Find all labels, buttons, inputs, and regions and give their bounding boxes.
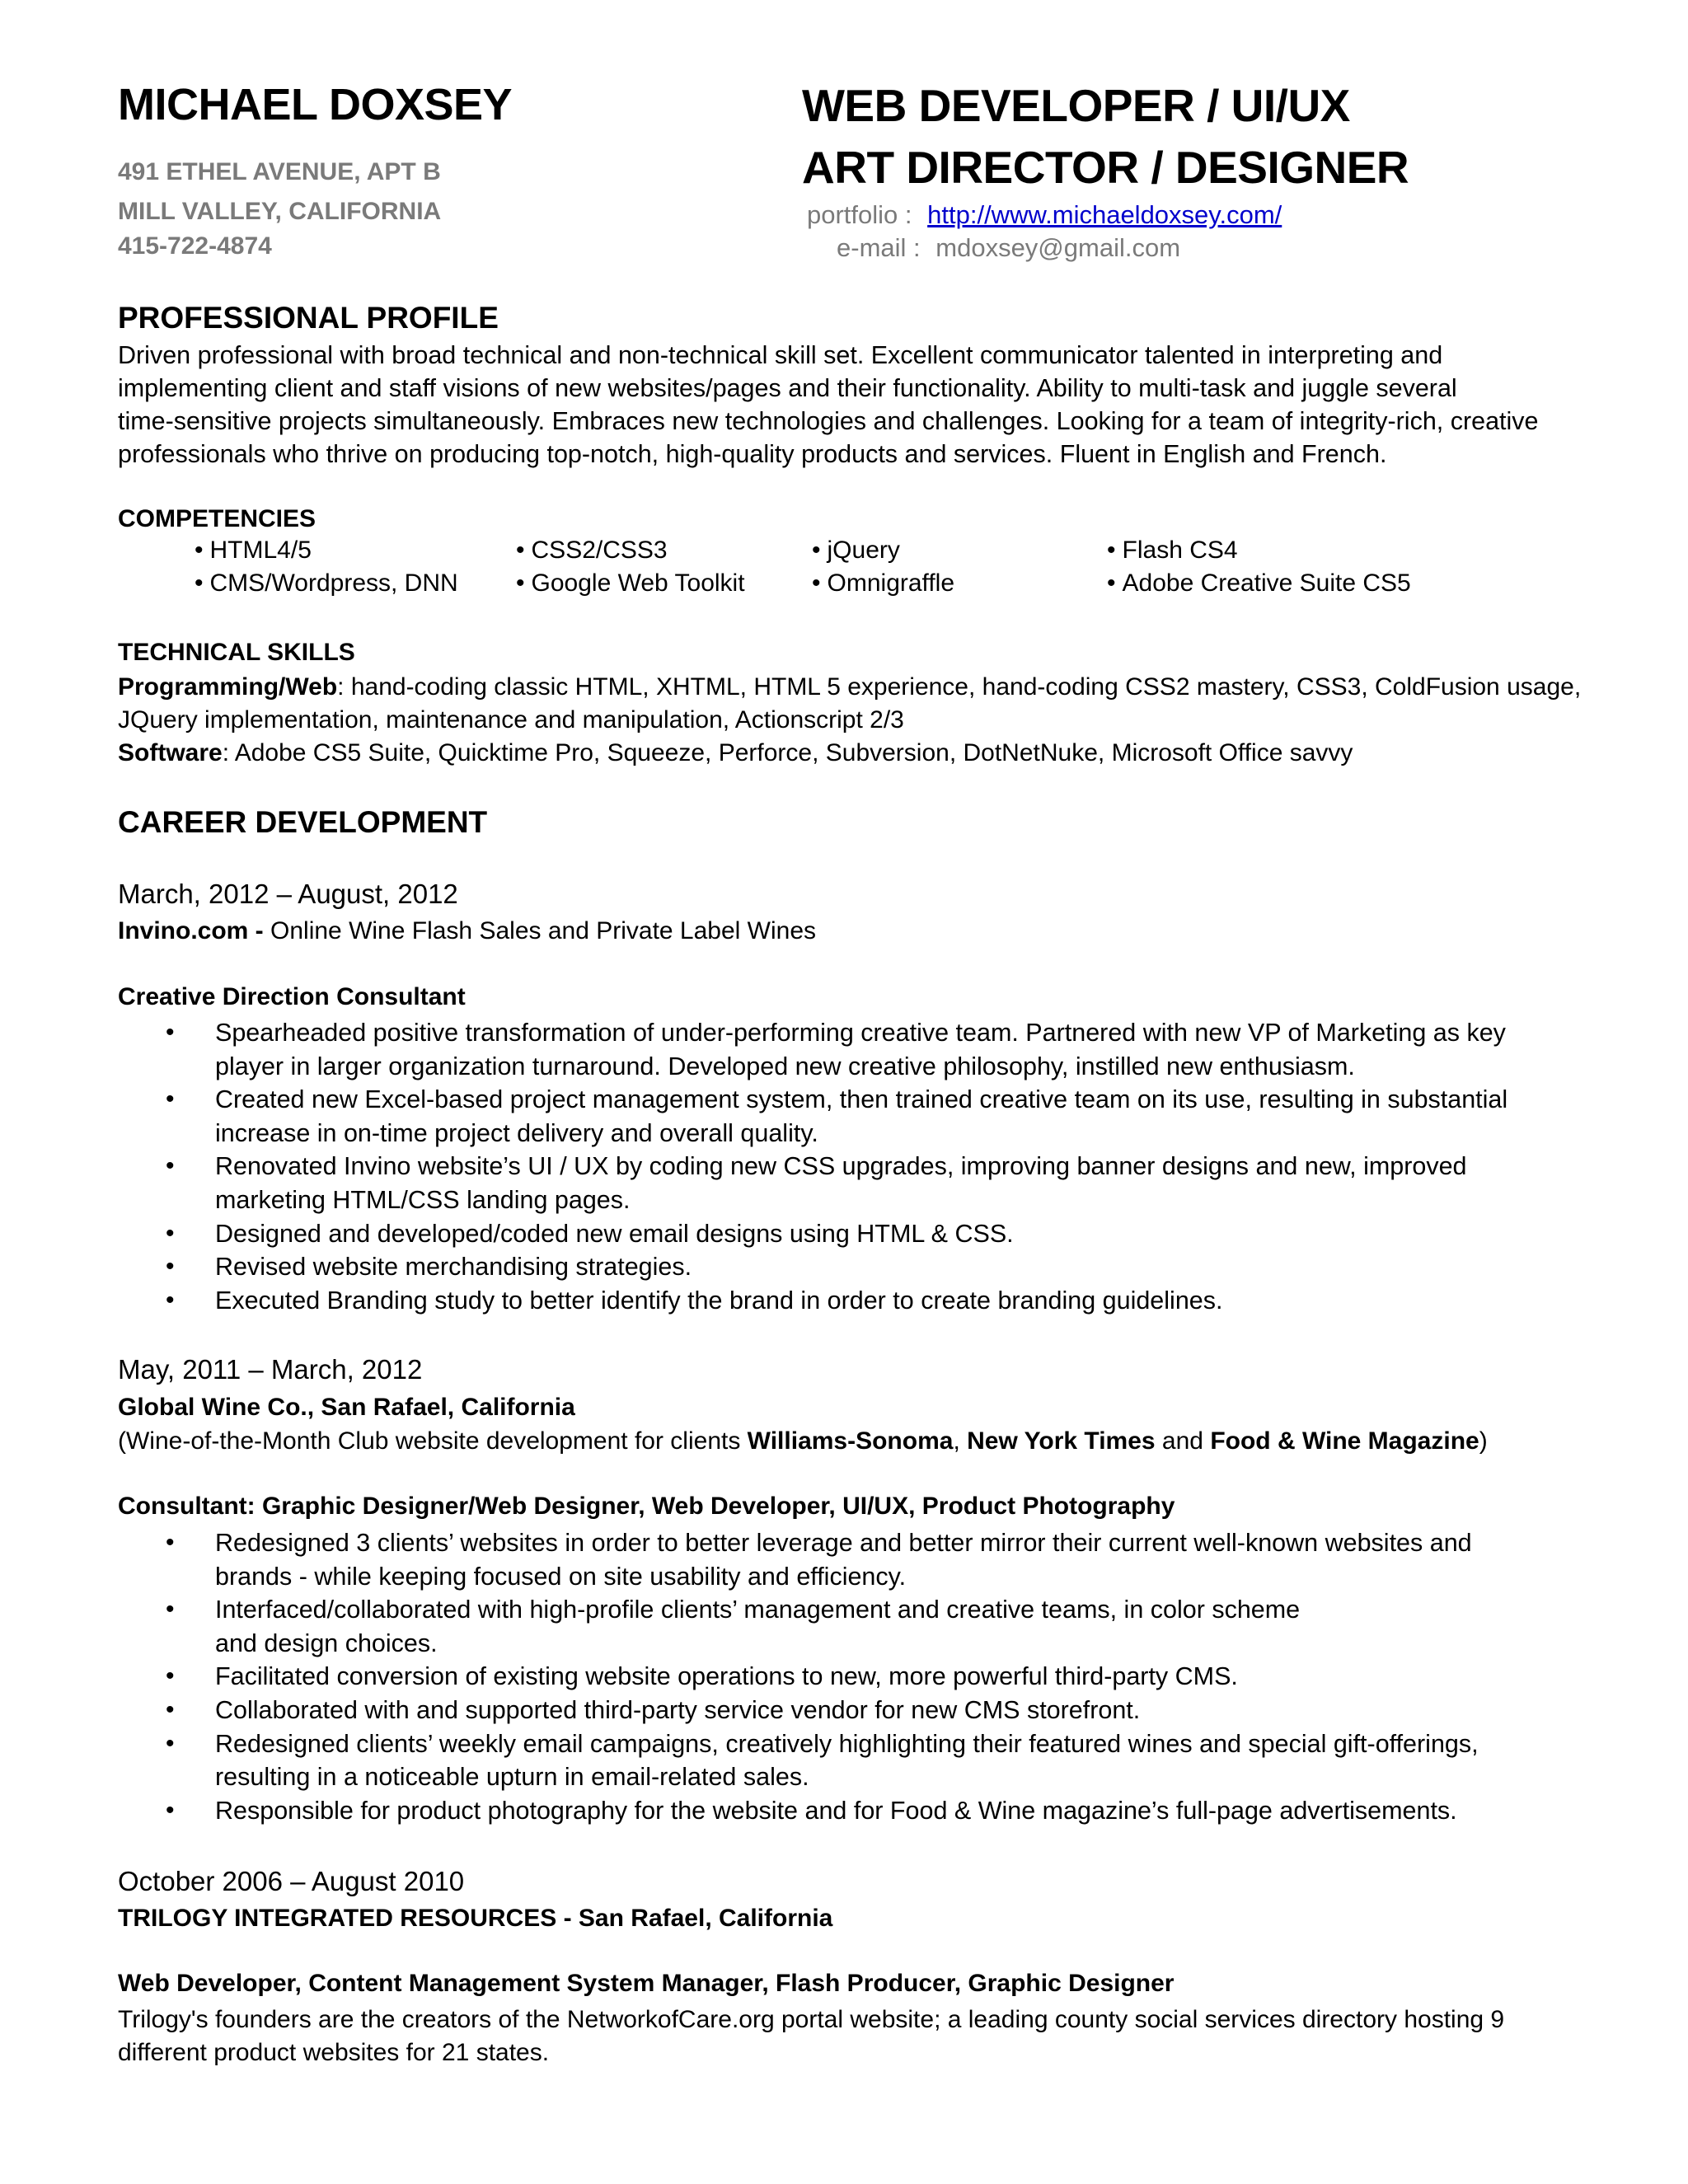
job1-bullet-list — [118, 1016, 1601, 1317]
list-item: • Collaborated with and supported third-party service vendor for new CMS storefront. — [166, 1695, 1141, 1724]
job2-dates: May, 2011 – March, 2012 — [118, 1354, 423, 1385]
list-item: • Spearheaded positive transformation of under-performing creative team. Partnered with new VP of Marketing as key player in larger organization turnaround. Developed new creative philosophy, instilled new enthusiasm. — [166, 1019, 1506, 1080]
portfolio-row — [807, 200, 1282, 230]
job1-dates: March, 2012 – August, 2012 — [118, 879, 458, 909]
list-item: • Renovated Invino website’s UI / UX by coding new CSS upgrades, improving banner designs and new, improved marketing HTML/CSS landing pages. — [166, 1152, 1467, 1214]
candidate-name: MICHAEL DOXSEY — [118, 80, 513, 129]
job3-description-line-2: different product websites for 21 states. — [118, 2039, 550, 2066]
profile-line: time-sensitive projects simultaneously. Embraces new technologies and challenges. Looking for a team of integrity-rich, creative — [118, 407, 1539, 435]
programming-line-2: JQuery implementation, maintenance and manipulation, Actionscript 2/3 — [118, 706, 904, 733]
email-label: e-mail : — [837, 233, 921, 262]
job1-role: Creative Direction Consultant — [118, 983, 466, 1010]
job3-role: Web Developer, Content Management System Manager, Flash Producer, Graphic Designer — [118, 1970, 1175, 1997]
profile-line: Driven professional with broad technical and non-technical skill set. Excellent communicator talented in interpreting and — [118, 341, 1443, 369]
list-item: • Redesigned 3 clients’ websites in order to better leverage and better mirror their current well-known websites and brands - while keeping focused on site usability and efficiency. — [166, 1529, 1472, 1591]
profile-line: implementing client and staff visions of new websites/pages and their functionality. Ability to multi-task and juggle several — [118, 374, 1457, 402]
list-item: • Interfaced/collaborated with high-profile clients’ management and creative teams, in color scheme and design choices. — [166, 1596, 1301, 1657]
phone-number: 415-722-4874 — [118, 232, 272, 260]
job-title-line-2: ART DIRECTOR / DESIGNER — [802, 142, 1409, 193]
competency-item: • Omnigraffle — [812, 569, 955, 597]
list-item: • Created new Excel-based project management system, then trained creative team on its use, resulting in substantial increase in on-time project delivery and overall quality. — [166, 1085, 1508, 1147]
job2-company: Global Wine Co., San Rafael, California — [118, 1394, 575, 1421]
competency-item: • Google Web Toolkit — [516, 569, 745, 597]
career-heading: CAREER DEVELOPMENT — [118, 805, 488, 839]
job-title-line-1: WEB DEVELOPER / UI/UX — [802, 80, 1350, 131]
programming-label: Programming/Web — [118, 673, 338, 701]
email-row — [837, 233, 1180, 263]
job3-dates: October 2006 – August 2010 — [118, 1866, 465, 1896]
software-label: Software — [118, 739, 223, 766]
address-line-2: MILL VALLEY, CALIFORNIA — [118, 198, 442, 225]
list-item: • Facilitated conversion of existing website operations to new, more powerful third-party CMS. — [166, 1662, 1238, 1691]
list-item: • Executed Branding study to better identify the brand in order to create branding guidelines. — [166, 1286, 1223, 1315]
address-line-1: 491 ETHEL AVENUE, APT B — [118, 158, 441, 185]
competency-item: • Flash CS4 — [1107, 537, 1238, 564]
software-line: Software: Adobe CS5 Suite, Quicktime Pro, Squeeze, Perforce, Subversion, DotNetNuke, Microsoft Office savvy — [118, 739, 1353, 766]
competency-item: • Adobe Creative Suite CS5 — [1107, 569, 1411, 597]
competency-item: • CSS2/CSS3 — [516, 537, 668, 564]
job2-bullet-list — [118, 1526, 1601, 1827]
technical-skills-heading: TECHNICAL SKILLS — [118, 639, 355, 666]
list-item: • Designed and developed/coded new email designs using HTML & CSS. — [166, 1219, 1014, 1248]
list-item: • Responsible for product photography for the website and for Food & Wine magazine’s full-page advertisements. — [166, 1796, 1457, 1825]
competency-item: • CMS/Wordpress, DNN — [195, 569, 458, 597]
portfolio-link[interactable]: http://www.michaeldoxsey.com/ — [927, 200, 1282, 229]
programming-line-1: Programming/Web: hand-coding classic HTML, XHTML, HTML 5 experience, hand-coding CSS2 mastery, CSS3, ColdFusion usage, — [118, 673, 1582, 701]
competency-item: • HTML4/5 — [195, 537, 312, 564]
competencies-heading: COMPETENCIES — [118, 505, 316, 532]
job2-role: Consultant: Graphic Designer/Web Designer, Web Developer, UI/UX, Product Photography — [118, 1493, 1175, 1520]
job2-description: (Wine-of-the-Month Club website development for clients Williams-Sonoma, New York Times and Food & Wine Magazine) — [118, 1427, 1488, 1455]
job1-company: Invino.com - Online Wine Flash Sales and Private Label Wines — [118, 917, 817, 944]
list-item: • Revised website merchandising strategies. — [166, 1253, 692, 1282]
job3-description-line-1: Trilogy's founders are the creators of the NetworkofCare.org portal website; a leading county social services directory hosting 9 — [118, 2006, 1505, 2033]
job3-company: TRILOGY INTEGRATED RESOURCES - San Rafael, California — [118, 1905, 833, 1932]
competency-item: • jQuery — [812, 537, 900, 564]
email-address: mdoxsey@gmail.com — [935, 233, 1181, 262]
profile-text — [118, 339, 1585, 471]
portfolio-label: portfolio : — [807, 200, 912, 229]
profile-heading: PROFESSIONAL PROFILE — [118, 301, 499, 335]
profile-line: professionals who thrive on producing top-notch, high-quality products and services. Fluent in English and French. — [118, 440, 1387, 468]
list-item: • Redesigned clients’ weekly email campaigns, creatively highlighting their featured wines and special gift-offerings, resulting in a noticeable upturn in email-related sales. — [166, 1729, 1479, 1792]
